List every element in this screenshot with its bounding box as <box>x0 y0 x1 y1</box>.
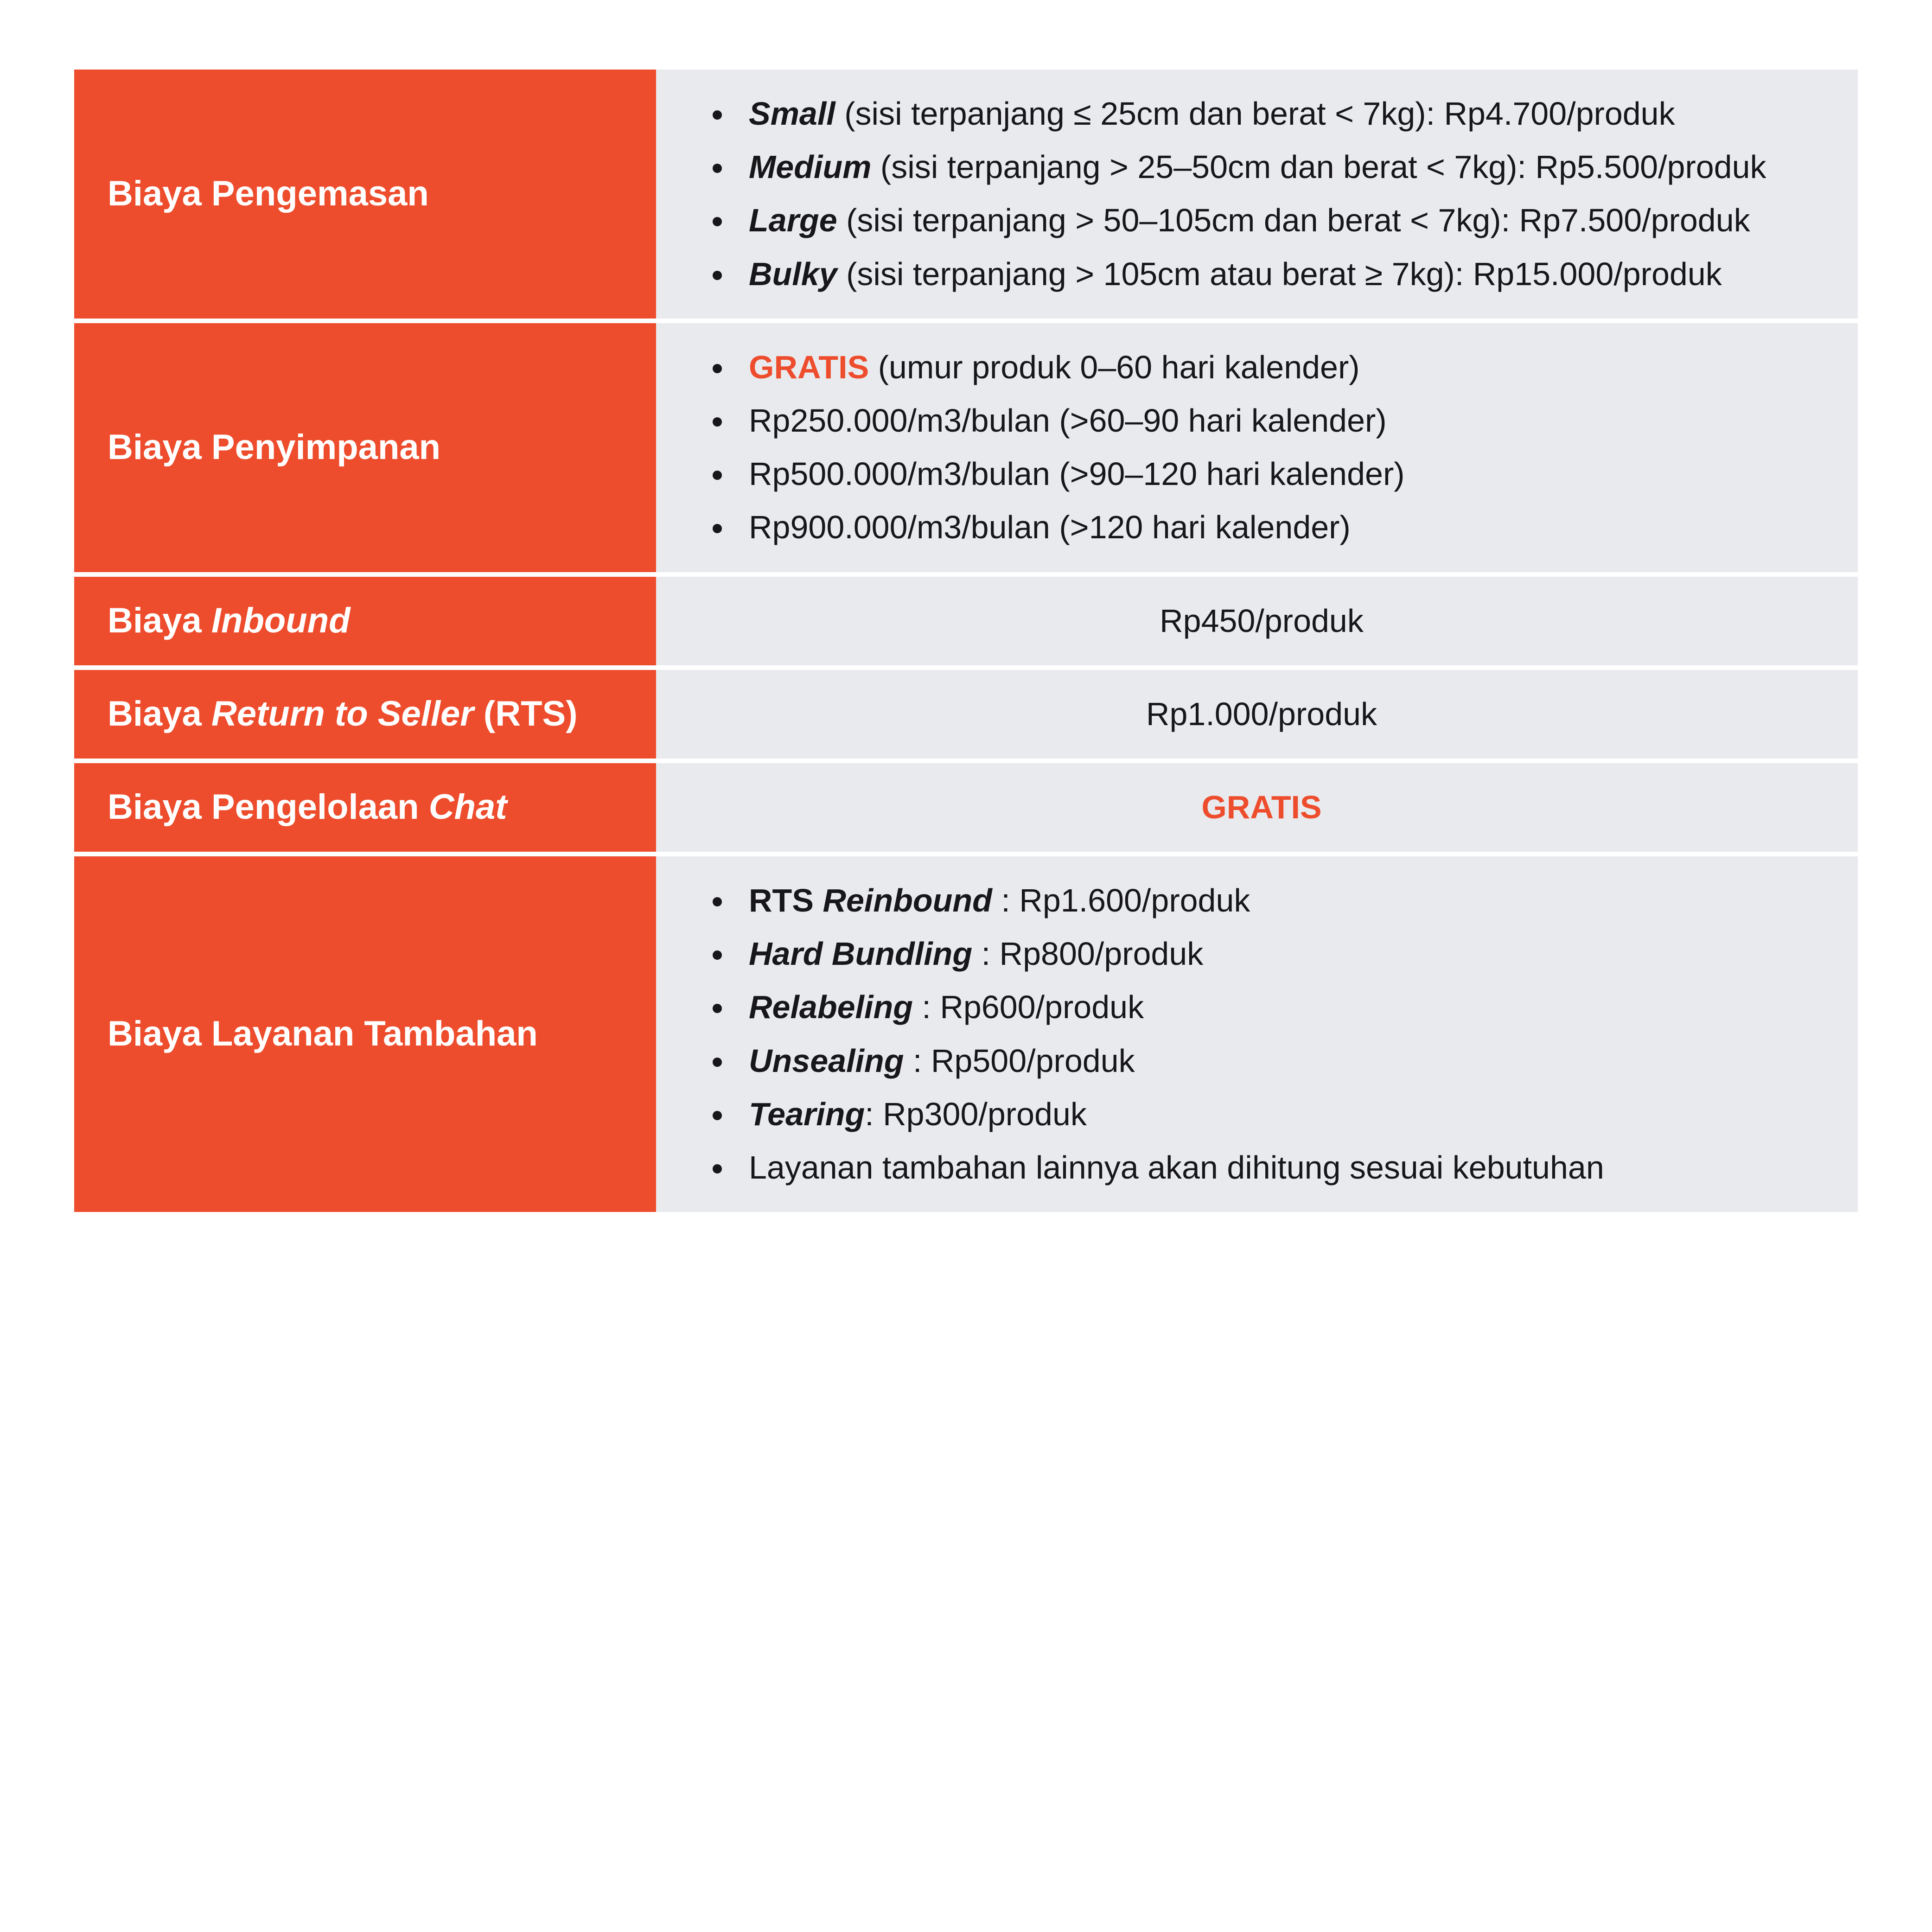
list-item-text: : Rp800/produk <box>972 936 1204 972</box>
table-row <box>74 323 1858 577</box>
list-item <box>749 879 1825 923</box>
fee-label-text: Biaya <box>108 600 211 640</box>
list-item-text: (umur produk 0–60 hari kalender) <box>869 349 1360 385</box>
list-item-text: (sisi terpanjang ≤ 25cm dan berat < 7kg): Rp4.700/produk <box>835 96 1675 132</box>
fee-label-text: Biaya Pengemasan <box>108 174 429 214</box>
list-item-text: (sisi terpanjang > 105cm atau berat ≥ 7kg): Rp15.000/produk <box>837 255 1722 292</box>
table-row <box>74 763 1858 856</box>
list-item-lead: Hard Bundling <box>749 936 973 972</box>
fee-value-cell <box>656 323 1858 577</box>
fee-label-text: Return to Seller <box>211 694 474 733</box>
list-item-lead: Bulky <box>749 255 837 292</box>
fee-value-cell <box>656 763 1858 856</box>
list-item <box>749 452 1825 496</box>
list-item <box>749 1092 1825 1136</box>
fee-value-cell <box>656 856 1858 1212</box>
fee-bullet-list <box>698 879 1825 1190</box>
list-item-text: Rp900.000/m3/bulan (>120 hari kalender) <box>749 509 1351 546</box>
list-item-lead: Unsealing <box>749 1042 904 1079</box>
fee-bullet-list <box>698 345 1825 550</box>
list-item-text: Rp500.000/m3/bulan (>90–120 hari kalender) <box>749 456 1405 492</box>
list-item-text: : Rp1.600/produk <box>992 882 1250 919</box>
list-item-text: (sisi terpanjang > 25–50cm dan berat < 7kg): Rp5.500/produk <box>871 149 1766 185</box>
fee-value-cell <box>656 70 1858 323</box>
list-item <box>749 345 1825 389</box>
table-row <box>74 577 1858 670</box>
list-item-lead: Tearing <box>749 1096 865 1132</box>
list-item <box>749 1146 1825 1190</box>
list-item-lead: RTS <box>749 882 823 919</box>
fee-label-cell <box>74 856 656 1212</box>
fee-bullet-list <box>698 92 1825 296</box>
list-item <box>749 505 1825 549</box>
table-row <box>74 856 1858 1212</box>
fee-label-text: Biaya <box>108 694 211 733</box>
fee-table-body <box>74 70 1858 1212</box>
list-item <box>749 399 1825 443</box>
list-item-text: Layanan tambahan lainnya akan dihitung sesuai kebutuhan <box>749 1149 1604 1186</box>
list-item-lead: GRATIS <box>749 349 869 385</box>
fee-label-text: Biaya Layanan Tambahan <box>108 1014 538 1054</box>
fee-value-cell <box>656 577 1858 670</box>
fee-label-cell <box>74 670 656 763</box>
fee-label-text: (RTS) <box>473 694 578 733</box>
fee-table <box>74 70 1858 1212</box>
list-item <box>749 145 1825 189</box>
table-row <box>74 670 1858 763</box>
fee-label-text: Biaya Penyimpanan <box>108 427 441 467</box>
list-item-lead: Medium <box>749 149 872 185</box>
list-item-text: (sisi terpanjang > 50–105cm dan berat < 7kg): Rp7.500/produk <box>837 202 1750 239</box>
fee-label-text: Inbound <box>211 600 351 640</box>
list-item <box>749 1039 1825 1083</box>
fee-label-cell <box>74 763 656 856</box>
fee-label-cell <box>74 70 656 323</box>
table-row <box>74 70 1858 323</box>
fee-value-text: Rp450/produk <box>1160 602 1364 639</box>
list-item <box>749 985 1825 1029</box>
list-item-text: : Rp600/produk <box>912 989 1144 1026</box>
fee-label-cell <box>74 323 656 577</box>
list-item-text: : Rp500/produk <box>904 1042 1135 1079</box>
list-item-lead: Large <box>749 202 837 239</box>
list-item-lead-secondary: Reinbound <box>823 882 992 919</box>
list-item <box>749 252 1825 296</box>
list-item-text: : Rp300/produk <box>865 1096 1087 1132</box>
list-item-lead: Relabeling <box>749 989 913 1026</box>
fee-label-text: Chat <box>428 787 507 827</box>
list-item <box>749 932 1825 976</box>
fee-label-cell <box>74 577 656 670</box>
list-item <box>749 92 1825 136</box>
list-item-text: Rp250.000/m3/bulan (>60–90 hari kalender) <box>749 402 1387 439</box>
fee-value-text: Rp1.000/produk <box>1146 695 1377 732</box>
list-item-lead: Small <box>749 96 835 132</box>
fee-value-cell <box>656 670 1858 763</box>
list-item <box>749 198 1825 242</box>
fee-value-text: GRATIS <box>1201 789 1322 825</box>
fee-label-text: Biaya Pengelolaan <box>108 787 429 827</box>
